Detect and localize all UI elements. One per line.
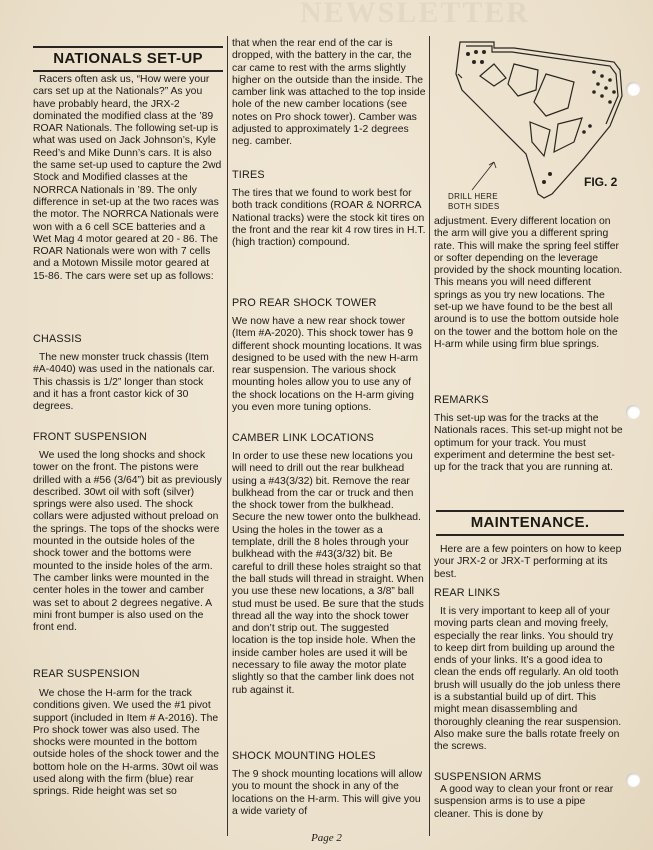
nationals-intro: Racers often ask us, “How were your cars set up at the Nationals?” As you have probably heard, the JRX-2 dominated the modified class at the ’89 ROAR Nationals. The following set-up is what was used on Jack Johnson’s, Kyle Reed’s and Mike Dunn’s cars. It is also the same set-up used to capture the 2wd Stock and Modified classes at the NORRCA Nationals in ’89. The only difference in set-up at the two races was the motor. The NORRCA Nationals were won with a 6 cell SCE batteries and a Wet Mag 4 motor geared at 20 - 86. The ROAR Nationals were won with 7 cells and a Motown Missile motor geared at 15-86. The cars were set up as follows: — [33, 74, 222, 282]
pro-shock-tower-text: We now have a new rear shock tower (Item #A-2020). This shock tower has 9 different shock mounting locations. It was designed to be used with the new H-arm rear suspension. The various shock mounting holes allow you to use any of the shock locations on the H-arm giving you even more tuning options. — [232, 316, 422, 414]
column-divider-left — [227, 36, 228, 836]
pro-shock-tower-heading: PRO REAR SHOCK TOWER — [232, 297, 377, 309]
rear-links-heading: REAR LINKS — [434, 587, 501, 599]
nationals-title-banner — [33, 46, 223, 72]
chassis-text: The new monster truck chassis (Item #A-4040) was used in the nationals car. This chassis is 1/2” longer than stock and it has a front castor kick of 30 degrees. — [33, 352, 215, 413]
remarks-text: This set-up was for the tracks at the Nationals races. This set-up might not be optimum for your track. You must experiment and determine the best set-up for the track that you are running at. — [434, 413, 623, 474]
rear-suspension-heading: REAR SUSPENSION — [33, 668, 140, 680]
nationals-title: NATIONALS SET-UP — [53, 50, 203, 67]
front-suspension-text: We used the long shocks and shock tower on the front. The pistons were drilled with a #56 (3/64”) bit as previously described. 30wt oil with soft (silver) springs were also used. The shock collars were adjusted without preload on the springs. The tops of the shocks were mounted in the outside holes of the shock tower and the bottoms were mounted to the inside holes of the arm. The camber links were mounted in the center holes in the tower and camber was set to about 2 degrees negative. A mini front bumper is also used on the front end. — [33, 450, 222, 634]
column-divider-right — [429, 36, 430, 836]
camber-link-text: In order to use these new locations you will need to drill out the rear bulkhead using a #43(3/32) bit. Remove the rear bulkhead from the car or truck and then the shock tower from the bulkhead. Secure the new tower onto the bulkhead. Using the holes in the tower as a template, drill the 8 holes through your bulkhead with the #43(3/32) bit. Be careful to drill these holes straight so that the ball studs will thread in straight. When you use these new locations, a 3/8” ball stud must be used. Be sure that the studs thread all the way into the shock tower and don’t strip out. The suggested location is the top inside hole. When the inside camber holes are used it will be necessary to file away the motor plate slightly so that the camber link does not rub against it. — [232, 451, 424, 696]
front-suspension-heading: FRONT SUSPENSION — [33, 431, 147, 443]
suspension-arms-text: A good way to clean your front or rear suspension arms is to use a pipe cleaner. This is done by — [434, 784, 614, 820]
camber-link-heading: CAMBER LINK LOCATIONS — [232, 432, 374, 444]
rear-suspension-continued: that when the rear end of the car is dropped, with the battery in the car, the car came to rest with the arms slightly higher on the outside than the inside. The camber link was attached to the top inside hole of the new camber locations (see notes on Pro shock tower). Camber was adjusted to approximately 1-2 degrees neg. camber. — [232, 38, 426, 148]
rear-links-text: It is very important to keep all of your moving parts clean and moving freely, especially the rear links. You should try to keep dirt from building up around the ends of your links. It’s a good idea to clean the ends off regularly. An old tooth brush will usually do the job unless there is a substantial build up of dirt. This might mean disassembling and thoroughly cleaning the rear suspension. Also make sure the balls rotate freely on the screws. — [434, 606, 622, 753]
maintenance-title-banner — [436, 510, 624, 536]
chassis-heading: CHASSIS — [33, 333, 82, 345]
shock-mounting-heading: SHOCK MOUNTING HOLES — [232, 750, 376, 762]
drill-label-line1: DRILL HERE — [448, 192, 498, 201]
shock-mounting-continued: adjustment. Every different location on the arm will give you a different spring rate. This will make the spring feel stiffer or softer depending on the leverage provided by the shock mounting location. This means you will need different springs as you try new locations. The set-up we have found to be the best all around is to use the bottom outside hole on the tower and the bottom hole on the H-arm while using firm blue springs. — [434, 216, 623, 350]
tires-heading: TIRES — [232, 169, 265, 181]
figure-shock-tower — [434, 34, 630, 209]
tires-text: The tires that we found to work best for both track conditions (ROAR & NORRCA National tracks) were the stock kit tires on the front and the rear kit 4 row tires in H.T. (high traction) compound. — [232, 188, 426, 249]
drill-label-line2: BOTH SIDES — [448, 202, 500, 211]
page-number: Page 2 — [311, 832, 342, 844]
binder-hole-middle — [626, 405, 640, 419]
bleed-through-text: NEWSLETTER — [300, 0, 531, 29]
maintenance-intro: Here are a few pointers on how to keep your JRX-2 or JRX-T performing at its best. — [434, 544, 622, 580]
binder-hole-top — [626, 82, 640, 96]
shock-mounting-text: The 9 shock mounting locations will allow you to mount the shock in any of the locations on the H-arm. This will give you a wide variety of — [232, 769, 423, 817]
figure-title: FIG. 2 — [584, 175, 618, 189]
remarks-heading: REMARKS — [434, 394, 489, 406]
rear-suspension-text: We chose the H-arm for the track conditions given. We used the #1 pivot support (included in Item # A-2016). The Pro shock tower was also used. The shocks were mounted in the bottom outside holes of the shock tower and the bottom hole on the H-arms. 30wt oil was used along with the firm (blue) rear springs. Ride height was set so — [33, 688, 219, 798]
maintenance-title: MAINTENANCE. — [470, 514, 590, 531]
suspension-arms-heading: SUSPENSION ARMS — [434, 771, 542, 783]
binder-hole-bottom — [626, 773, 640, 787]
